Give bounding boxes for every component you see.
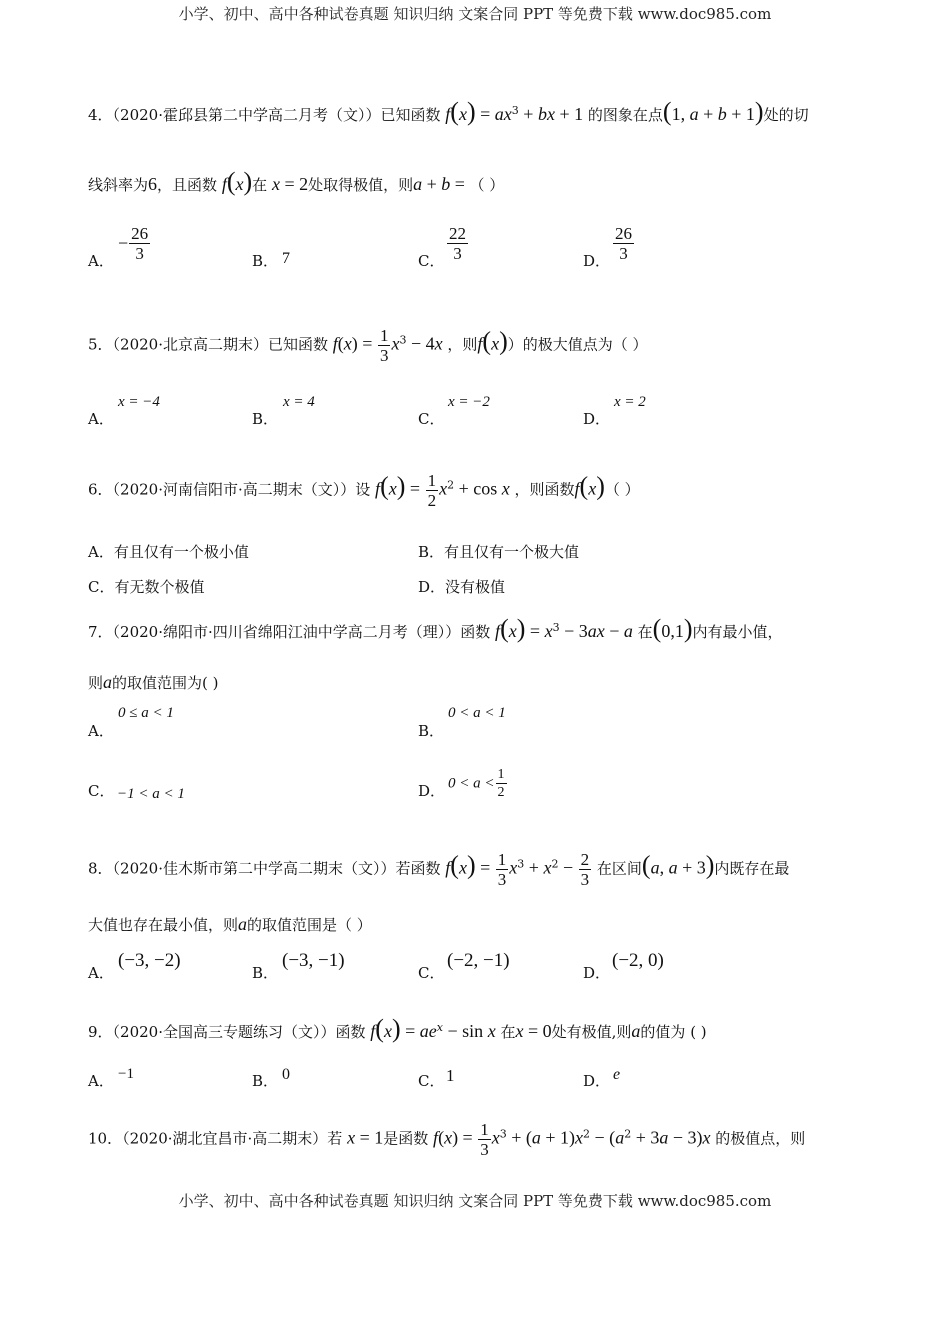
q7-option-C-label: C． [88, 782, 115, 800]
q8-option-D: (−2, 0) [612, 950, 664, 971]
q5-option-C: x = −2 [448, 394, 490, 410]
q6-option-B: B．有且仅有一个极大值 [418, 543, 580, 561]
q4-option-B-label: B． [252, 252, 279, 270]
question-8-line-1: 8．（2020·佳木斯市第二中学高二期末（文））若函数 f(x) = $\frac{1}{3}$ $x^3 + x^2$ − $\frac{2}{3}$ 在区间(a, a + 3)内既存在最 [88, 850, 790, 889]
q8-option-A-label: A． [88, 964, 114, 982]
q9-option-C: 1 [446, 1066, 455, 1085]
q5-option-C-label: C． [418, 410, 445, 428]
q6-option-A: A．有且仅有一个极小值 [88, 543, 249, 561]
page-header: 小学、初中、高中各种试卷真题 知识归纳 文案合同 PPT 等免费下载 www.doc985.com [178, 5, 772, 23]
q5-option-B-label: B． [252, 410, 279, 428]
q8-option-C: (−2, −1) [447, 950, 510, 971]
question-8-line-2: 大值也存在最小值，则a的取值范围是（ ） [88, 914, 372, 934]
q7-option-A-label: A． [88, 722, 114, 740]
q6-option-D: D．没有极值 [418, 578, 506, 596]
q9-option-A-label: A． [88, 1072, 114, 1090]
q9-option-D: e [613, 1066, 621, 1083]
q5-option-A-label: A． [88, 410, 114, 428]
q7-option-A: 0 ≤ a < 1 [118, 705, 174, 721]
q8-option-C-label: C． [418, 964, 445, 982]
q7-option-D-label: D． [418, 782, 446, 800]
q4-option-D: $\frac{26}{3}$ [615, 224, 632, 263]
q9-option-D-label: D． [583, 1072, 611, 1090]
q4-option-D-label: D． [583, 252, 611, 270]
q4-option-C: $\frac{22}{3}$ [449, 224, 466, 263]
question-9: 9．（2020·全国高三专题练习（文））函数 $f(x) = ae^x - \sin x$ 在x = 0处有极值,则a的值为 ( ) [88, 1014, 707, 1043]
q8-option-D-label: D． [583, 964, 611, 982]
q7-option-C: −1 < a < 1 [117, 786, 185, 802]
q8-option-B: (−3, −1) [282, 950, 345, 971]
page-footer: 小学、初中、高中各种试卷真题 知识归纳 文案合同 PPT 等免费下载 www.doc985.com [178, 1192, 772, 1210]
q5-option-A: x = −4 [118, 394, 160, 410]
q4-option-C-label: C． [418, 252, 445, 270]
q4-option-A-label: A． [88, 252, 114, 270]
q7-option-D: 0 < a < $\frac{1}{2}$ [448, 767, 505, 800]
q5-option-D: x = 2 [614, 394, 646, 410]
q8-option-B-label: B． [252, 964, 279, 982]
question-5: 5．（2020·北京高二期末）已知函数 f(x) = $\frac{1}{3}$ $x^3 - 4x$ ，则f(x)）的极大值点为（ ） [88, 326, 648, 365]
question-6: 6．（2020·河南信阳市·高二期末（文））设 f(x) = $\frac{1}{2}$ $x^2 + \cos x$ ，则函数f(x)（ ） [88, 471, 640, 510]
q4-option-A: − $\frac{26}{3}$ [118, 224, 149, 263]
q8-option-A: (−3, −2) [118, 950, 181, 971]
q9-option-B-label: B． [252, 1072, 279, 1090]
question-10: 10．（2020·湖北宜昌市·高二期末）若 x = 1是函数 f(x) = $\frac{1}{3}$ $x^3 + (a + 1)x^2 - (a^2 + 3a - 3)x$ 的极值点，则 [88, 1120, 806, 1159]
q6-option-C: C．有无数个极值 [88, 578, 205, 596]
q7-option-B: 0 < a < 1 [448, 705, 506, 721]
q5-option-D-label: D． [583, 410, 611, 428]
q9-option-A: −1 [118, 1066, 134, 1082]
q4-option-B: 7 [282, 250, 290, 267]
q7-option-B-label: B． [418, 722, 445, 740]
q5-option-B: x = 4 [283, 394, 315, 410]
question-4-line-1: 4．（2020·霍邱县第二中学高二月考（文））已知函数 $f(x) = ax^3$ + bx + 1 的图象在点(1, a + b + 1)处的切 [88, 97, 809, 126]
q9-option-C-label: C． [418, 1072, 445, 1090]
question-7-line-1: 7．（2020·绵阳市·四川省绵阳江油中学高二月考（理））函数 $f(x) = x^3 - 3ax - a$ 在(0,1)内有最小值， [88, 614, 783, 643]
q9-option-B: 0 [282, 1066, 290, 1083]
question-4-line-2: 线斜率为6，且函数 f(x)在 x = 2处取得极值，则a + b = （ ） [88, 167, 505, 196]
question-7-line-2: 则a的取值范围为( ) [88, 672, 219, 692]
